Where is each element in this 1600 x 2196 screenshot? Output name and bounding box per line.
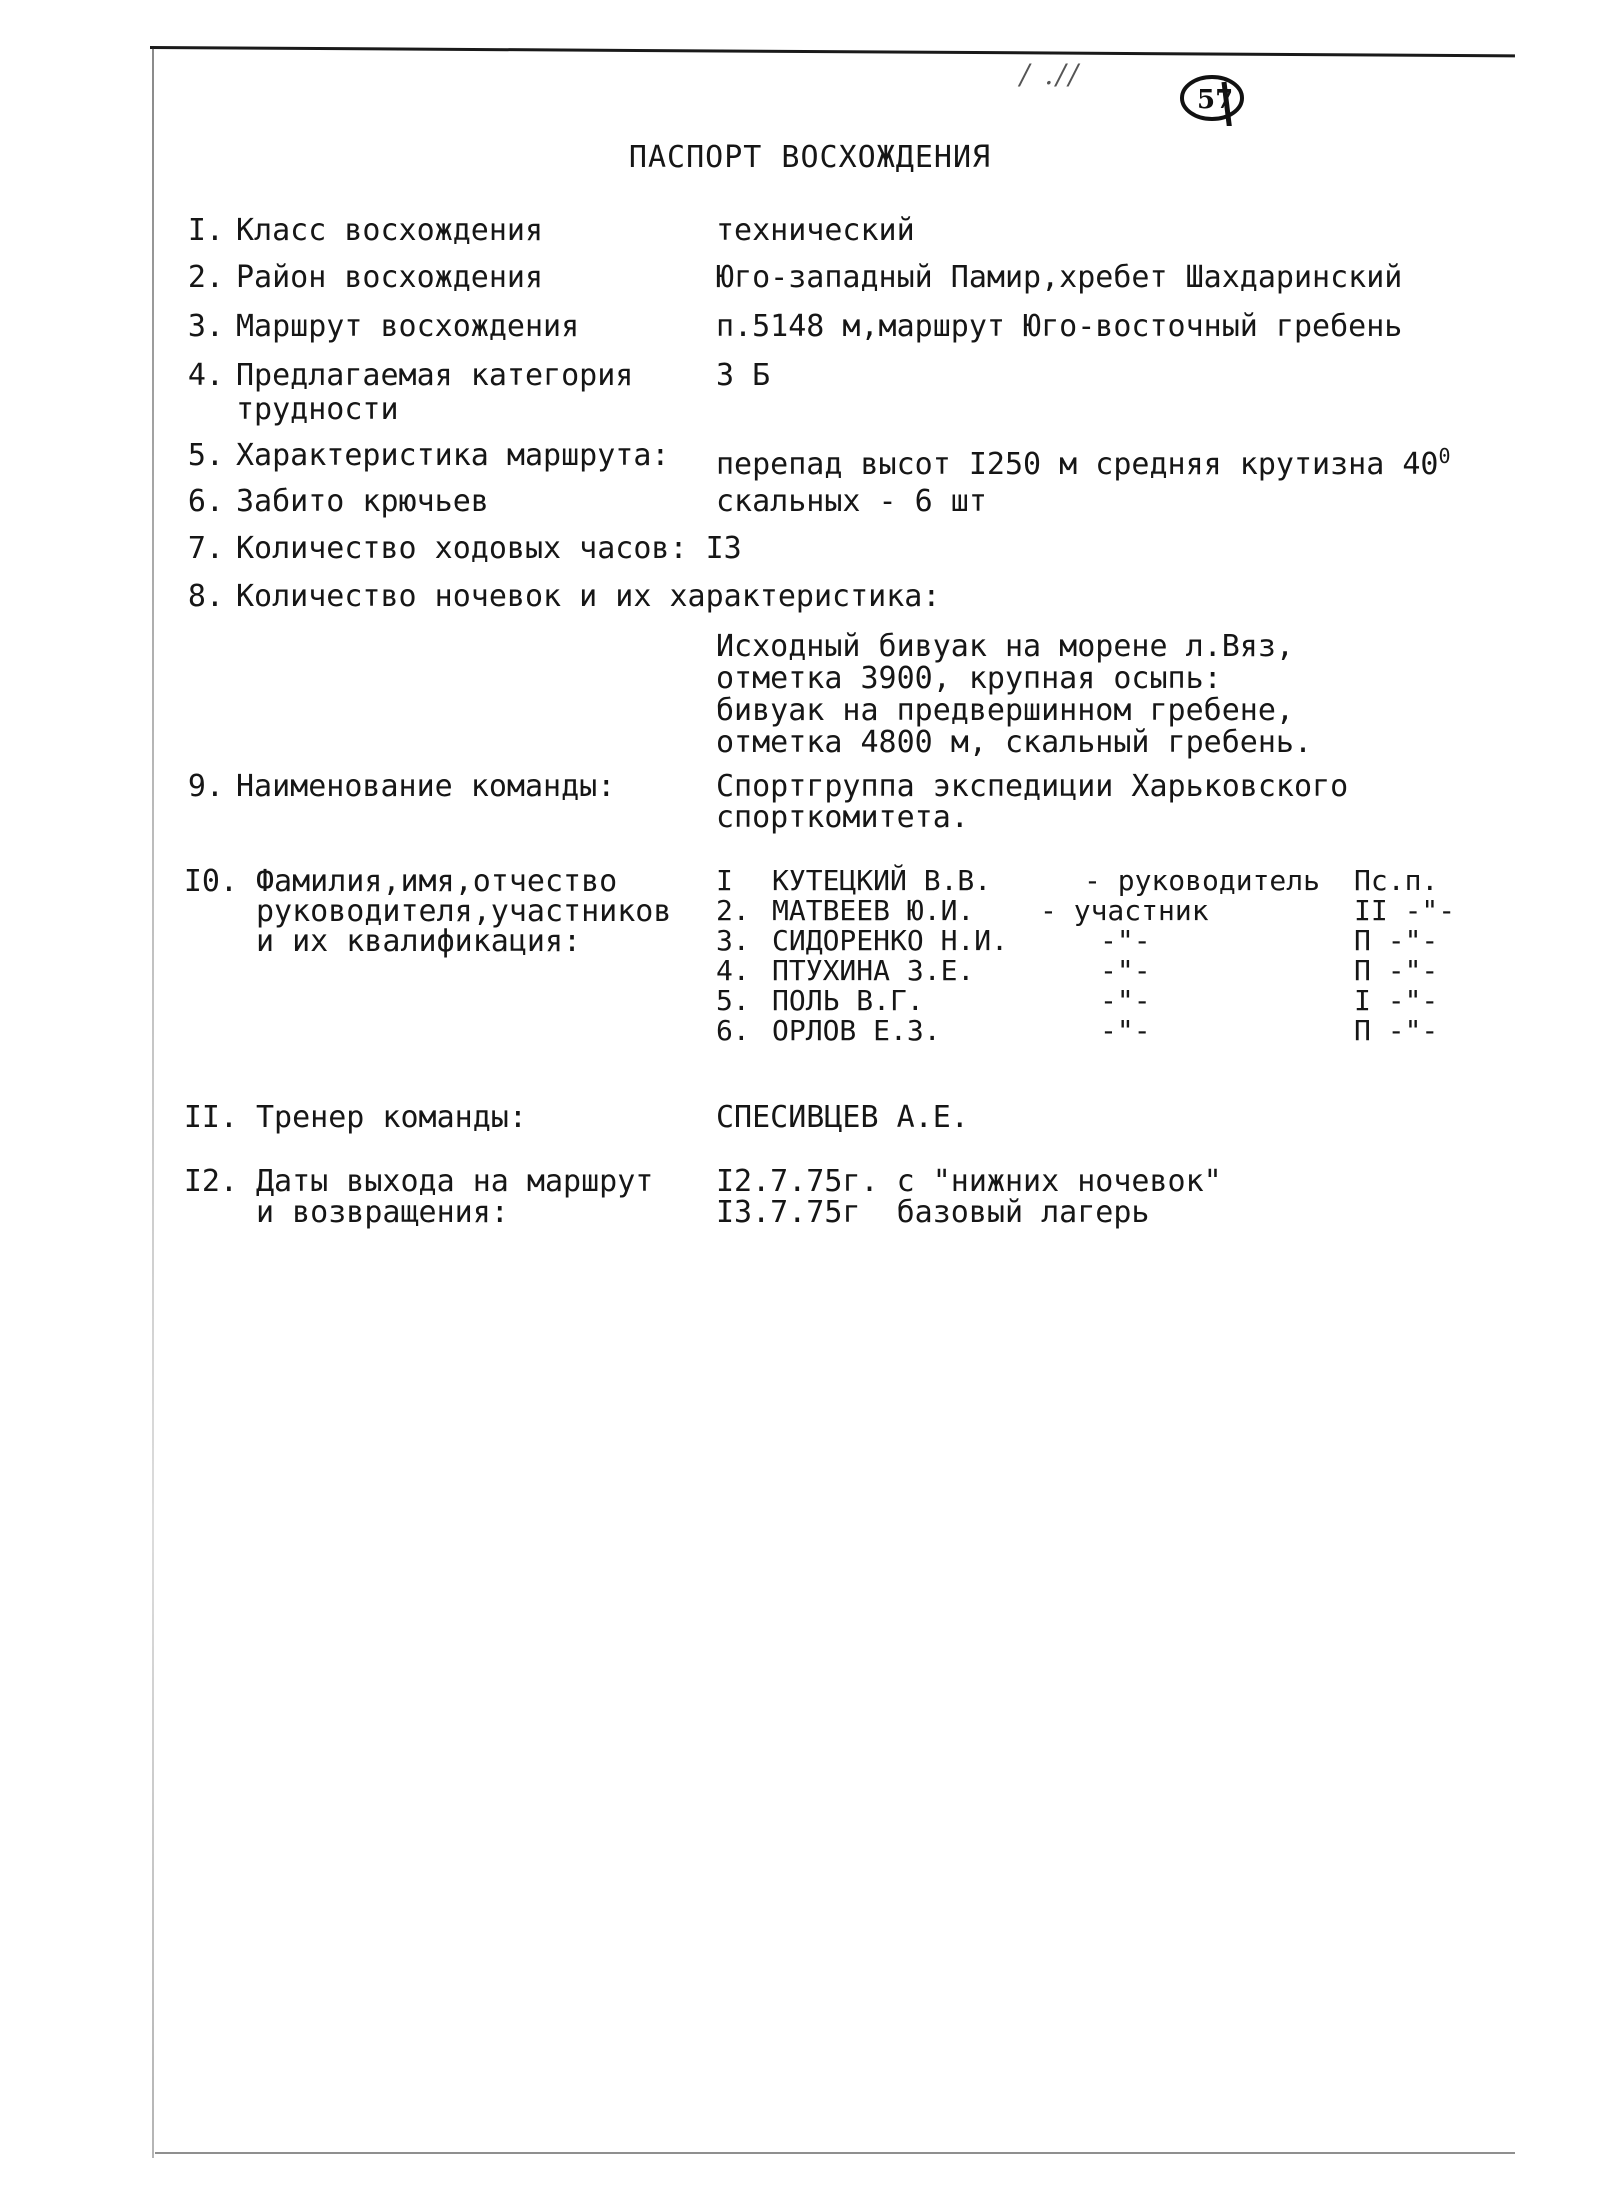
item-label: Район восхождения [236,260,544,295]
item-number: II. [183,1100,238,1135]
member-number: 5. [716,984,750,1017]
item-number: 4. [187,358,224,393]
member-name: ОРЛОВ Е.З. [772,1014,941,1047]
item-label: Количество ходовых часов: I3 [236,531,742,566]
lodging-line: отметка 4800 м, скальный гребень. [716,725,1313,760]
archive-stamp [1178,74,1252,126]
item-value: технический [716,213,915,248]
member-name: СИДОРЕНКО Н.И. [772,924,1009,957]
team-name-line: Спортгруппа экспедиции Харьковского [716,769,1349,804]
item-number: 2. [187,260,224,295]
member-name: КУТЕЦКИЙ В.В. [772,864,992,897]
item-label: Наименование команды: [236,769,616,804]
member-number: 2. [716,894,750,927]
item-number: 6. [187,484,224,519]
top-rule [150,46,1515,57]
item-label: Тренер команды: [256,1100,527,1135]
member-number: 6. [716,1014,750,1047]
member-number: 3. [716,924,750,957]
member-name: МАТВЕЕВ Ю.И. [772,894,975,927]
lodging-line: отметка 3900, крупная осыпь: [716,661,1222,696]
item-value: п.5148 м,маршрут Юго-восточный гребень [716,309,1403,344]
page-title: ПАСПОРТ ВОСХОЖДЕНИЯ [628,140,992,175]
item-number: I. [187,213,224,248]
item-value: 3 Б [716,358,771,393]
item-label-continued: трудности [236,392,399,427]
member-qualification: I -"- [1354,984,1439,1017]
item-label: Класс восхождения [236,213,544,248]
item-label: Забито крючьев [236,484,489,519]
item-number: 8. [187,579,224,614]
date-line: I2.7.75г. с "нижних ночевок" [716,1164,1222,1199]
item-label: Количество ночевок и их характеристика: [236,579,941,614]
paper-edge [152,48,154,2158]
item-value: скальных - 6 шт [716,484,987,519]
item-value-text: перепад высот I250 м средняя крутизна 40 [716,447,1439,482]
item-label: Фамилия,имя,отчество [256,864,618,899]
item-label: Даты выхода на маршрут [256,1164,654,1199]
handwritten-mark: / .// [1020,58,1082,91]
stamp-number: 57 [1197,85,1234,115]
member-role: -"- [1100,924,1151,957]
item-label: и их квалификация: [256,924,582,959]
lodging-line: Исходный бивуак на морене л.Вяз, [716,629,1294,664]
item-value: Юго-западный Памир,хребет Шахдаринский [716,260,1403,295]
item-label: Характеристика маршрута: [236,438,670,473]
item-label: руководителя,участников [256,894,672,929]
member-name: ПОЛЬ В.Г. [772,984,924,1017]
member-role: - руководитель [1084,864,1321,897]
item-label: Маршрут восхождения [236,309,580,344]
member-role: - участник [1040,894,1209,927]
item-number: 9. [187,769,224,804]
item-number: I0. [183,864,238,899]
member-number: I [716,864,733,897]
item-value [716,440,1451,481]
degree-superscript: 0 [1438,444,1451,468]
member-role: -"- [1100,1014,1151,1047]
member-qualification: Пс.п. [1354,864,1439,897]
item-label: Предлагаемая категория [236,358,634,393]
member-qualification: II -"- [1354,894,1456,927]
item-label: и возвращения: [256,1195,509,1230]
member-qualification: П -"- [1354,924,1439,957]
item-number: I2. [183,1164,238,1199]
date-line: I3.7.75г базовый лагерь [716,1195,1150,1230]
item-number: 7. [187,531,224,566]
member-qualification: П -"- [1354,954,1439,987]
team-name-line: спорткомитета. [716,800,969,835]
bottom-rule [155,2152,1515,2154]
item-number: 3. [187,309,224,344]
member-role: -"- [1100,984,1151,1017]
item-number: 5. [187,438,224,473]
member-qualification: П -"- [1354,1014,1439,1047]
coach-name: СПЕСИВЦЕВ А.Е. [716,1100,969,1135]
member-number: 4. [716,954,750,987]
lodging-line: бивуак на предвершинном гребене, [716,693,1294,728]
member-name: ПТУХИНА З.Е. [772,954,975,987]
member-role: -"- [1100,954,1151,987]
